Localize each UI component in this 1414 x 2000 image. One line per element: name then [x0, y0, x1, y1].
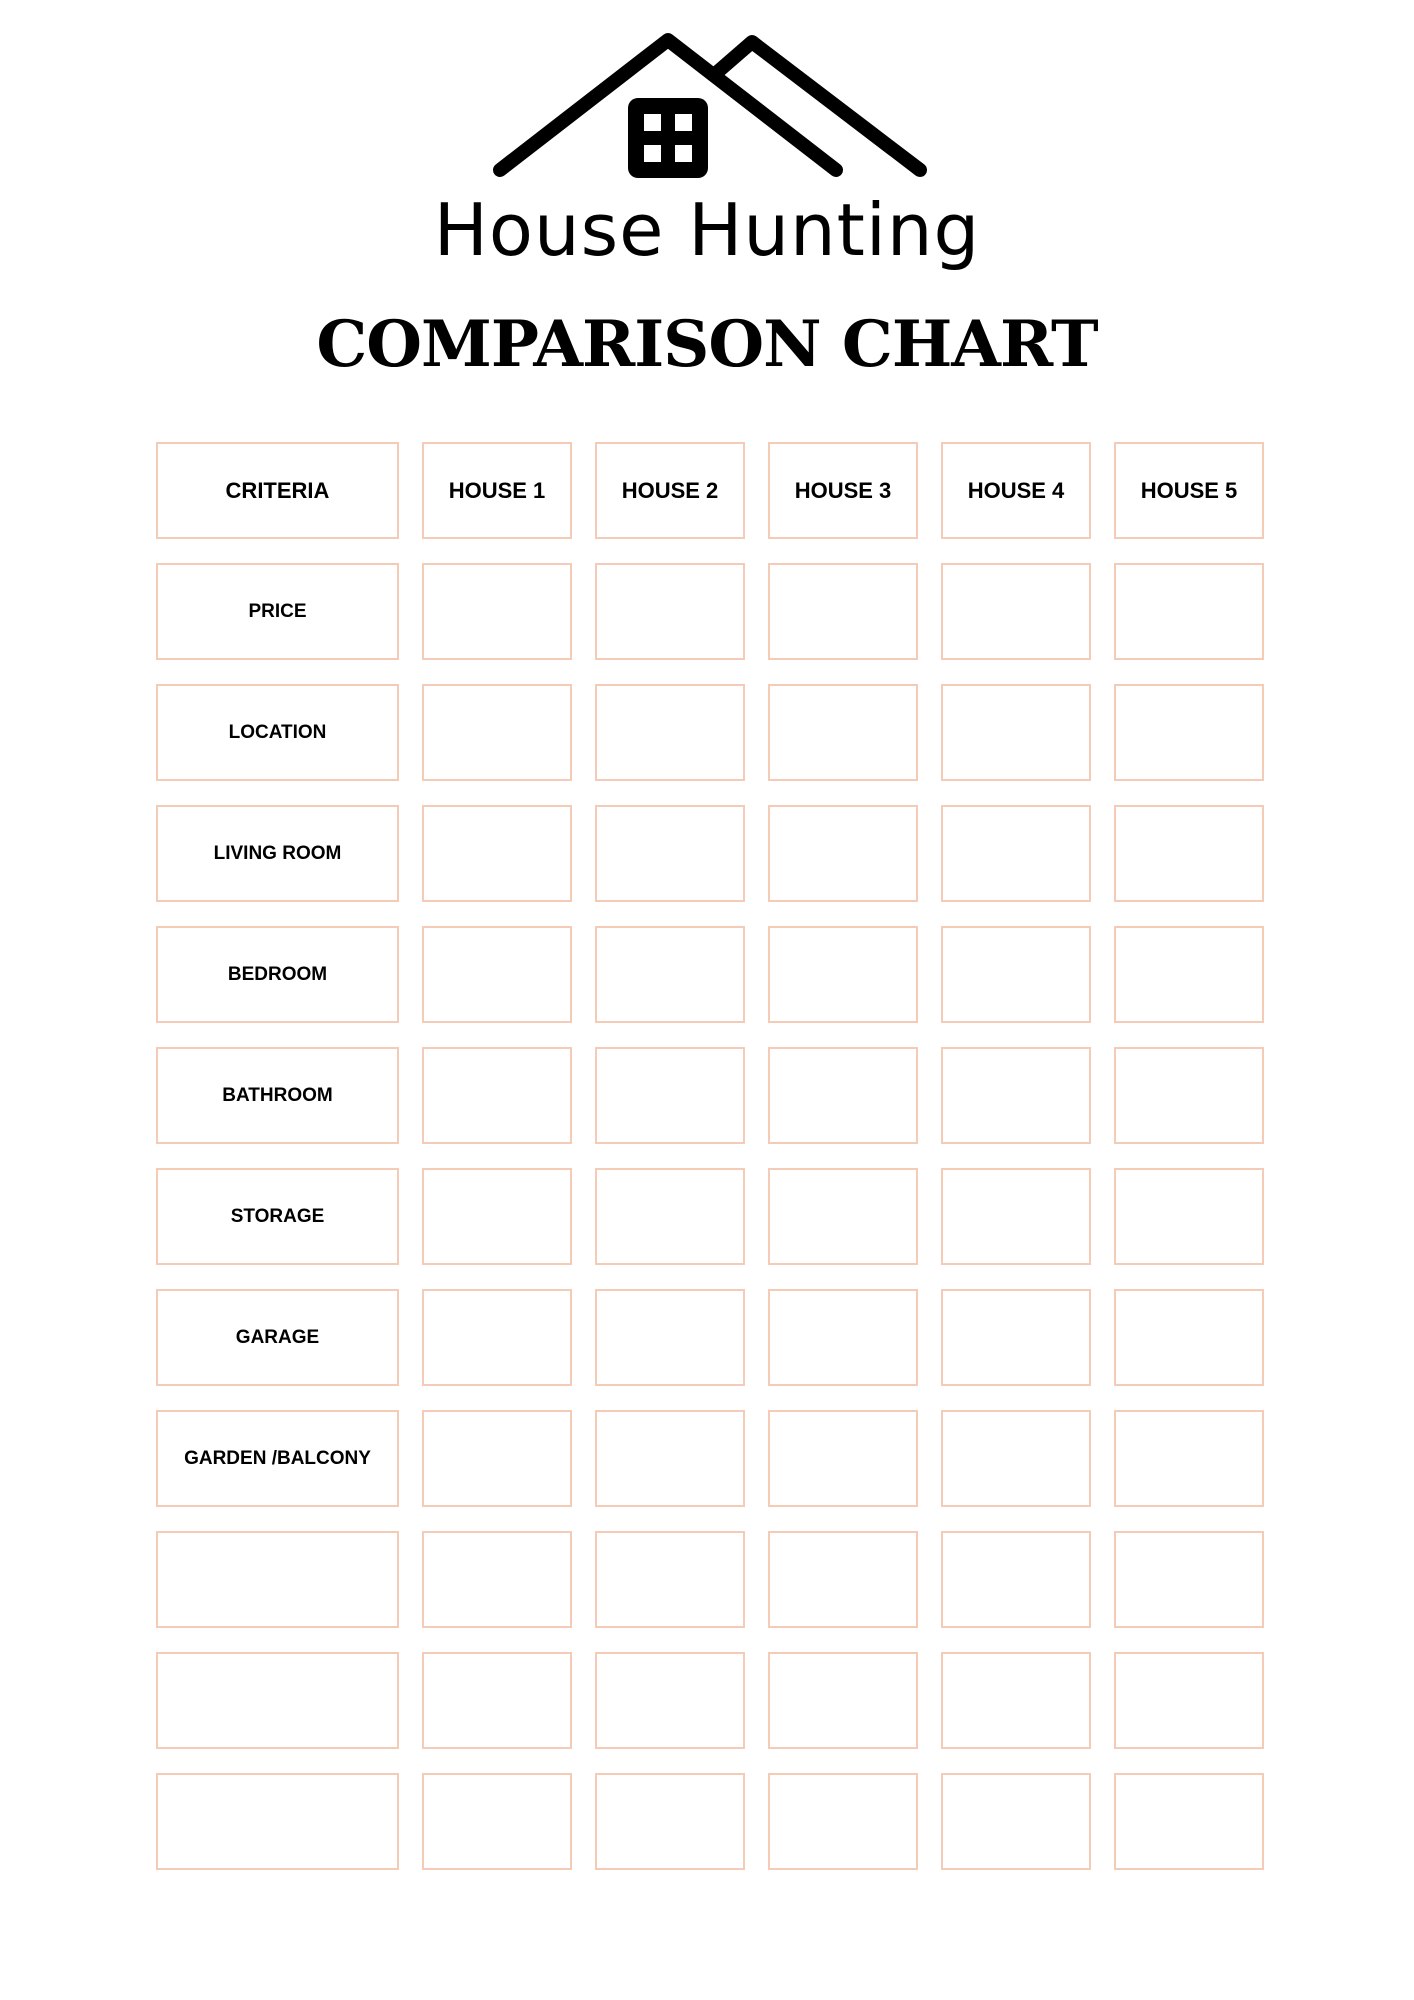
table-row: [156, 1410, 1264, 1507]
house-4-cell[interactable]: [941, 1047, 1091, 1144]
house-3-cell[interactable]: [768, 1047, 918, 1144]
house-3-cell[interactable]: [768, 805, 918, 902]
criteria-cell: GARAGE: [156, 1289, 399, 1386]
house-5-cell[interactable]: [1114, 1168, 1264, 1265]
house-4-cell[interactable]: [941, 1410, 1091, 1507]
house-2-cell[interactable]: [595, 1531, 745, 1628]
house-1-cell[interactable]: [422, 926, 572, 1023]
table-row: [156, 1289, 1264, 1386]
house-1-cell[interactable]: [422, 1773, 572, 1870]
house-4-cell[interactable]: [941, 1289, 1091, 1386]
criteria-cell: LOCATION: [156, 684, 399, 781]
house-1-cell[interactable]: [422, 563, 572, 660]
house-3-cell[interactable]: [768, 563, 918, 660]
house-5-cell[interactable]: [1114, 1410, 1264, 1507]
header-house-2: HOUSE 2: [595, 442, 745, 539]
table-row: [156, 1773, 1264, 1870]
house-4-cell[interactable]: [941, 926, 1091, 1023]
criteria-cell: LIVING ROOM: [156, 805, 399, 902]
header-house-1: HOUSE 1: [422, 442, 572, 539]
house-2-cell[interactable]: [595, 684, 745, 781]
house-1-cell[interactable]: [422, 684, 572, 781]
table-row: [156, 1652, 1264, 1749]
table-row: [156, 563, 1264, 660]
house-5-cell[interactable]: [1114, 926, 1264, 1023]
house-1-cell[interactable]: [422, 1652, 572, 1749]
house-4-cell[interactable]: [941, 805, 1091, 902]
table-row: [156, 1047, 1264, 1144]
house-1-cell[interactable]: [422, 1047, 572, 1144]
house-3-cell[interactable]: [768, 926, 918, 1023]
house-3-cell[interactable]: [768, 1168, 918, 1265]
house-2-cell[interactable]: [595, 1289, 745, 1386]
table-row: [156, 805, 1264, 902]
house-2-cell[interactable]: [595, 1773, 745, 1870]
table-row: [156, 1531, 1264, 1628]
house-roof-icon: [480, 20, 940, 180]
table-row: [156, 684, 1264, 781]
house-4-cell[interactable]: [941, 1652, 1091, 1749]
house-2-cell[interactable]: [595, 1168, 745, 1265]
criteria-cell: PRICE: [156, 563, 399, 660]
house-2-cell[interactable]: [595, 1410, 745, 1507]
header-house-4: HOUSE 4: [941, 442, 1091, 539]
house-1-cell[interactable]: [422, 1289, 572, 1386]
house-4-cell[interactable]: [941, 1531, 1091, 1628]
house-2-cell[interactable]: [595, 563, 745, 660]
criteria-cell: [156, 1652, 399, 1749]
house-4-cell[interactable]: [941, 563, 1091, 660]
header-house-5: HOUSE 5: [1114, 442, 1264, 539]
house-2-cell[interactable]: [595, 1652, 745, 1749]
house-1-cell[interactable]: [422, 1168, 572, 1265]
house-4-cell[interactable]: [941, 684, 1091, 781]
comparison-table: [156, 442, 1264, 1894]
brand-title: House Hunting: [433, 188, 981, 272]
table-header-row: [156, 442, 1264, 539]
house-4-cell[interactable]: [941, 1168, 1091, 1265]
house-1-cell[interactable]: [422, 805, 572, 902]
criteria-cell: [156, 1531, 399, 1628]
house-5-cell[interactable]: [1114, 1531, 1264, 1628]
page-title: COMPARISON CHART: [316, 307, 1098, 382]
house-5-cell[interactable]: [1114, 1773, 1264, 1870]
house-3-cell[interactable]: [768, 684, 918, 781]
header-house-3: HOUSE 3: [768, 442, 918, 539]
house-3-cell[interactable]: [768, 1531, 918, 1628]
house-3-cell[interactable]: [768, 1652, 918, 1749]
criteria-cell: [156, 1773, 399, 1870]
table-row: [156, 926, 1264, 1023]
house-3-cell[interactable]: [768, 1410, 918, 1507]
house-4-cell[interactable]: [941, 1773, 1091, 1870]
house-2-cell[interactable]: [595, 805, 745, 902]
house-5-cell[interactable]: [1114, 1652, 1264, 1749]
house-3-cell[interactable]: [768, 1773, 918, 1870]
criteria-cell: BATHROOM: [156, 1047, 399, 1144]
header-criteria: CRITERIA: [156, 442, 399, 539]
house-5-cell[interactable]: [1114, 805, 1264, 902]
house-2-cell[interactable]: [595, 926, 745, 1023]
house-5-cell[interactable]: [1114, 563, 1264, 660]
criteria-cell: GARDEN /BALCONY: [156, 1410, 399, 1507]
house-1-cell[interactable]: [422, 1531, 572, 1628]
house-3-cell[interactable]: [768, 1289, 918, 1386]
criteria-cell: BEDROOM: [156, 926, 399, 1023]
house-2-cell[interactable]: [595, 1047, 745, 1144]
table-row: [156, 1168, 1264, 1265]
house-5-cell[interactable]: [1114, 1289, 1264, 1386]
house-1-cell[interactable]: [422, 1410, 572, 1507]
table-body: [156, 563, 1264, 1870]
house-5-cell[interactable]: [1114, 1047, 1264, 1144]
criteria-cell: STORAGE: [156, 1168, 399, 1265]
house-5-cell[interactable]: [1114, 684, 1264, 781]
